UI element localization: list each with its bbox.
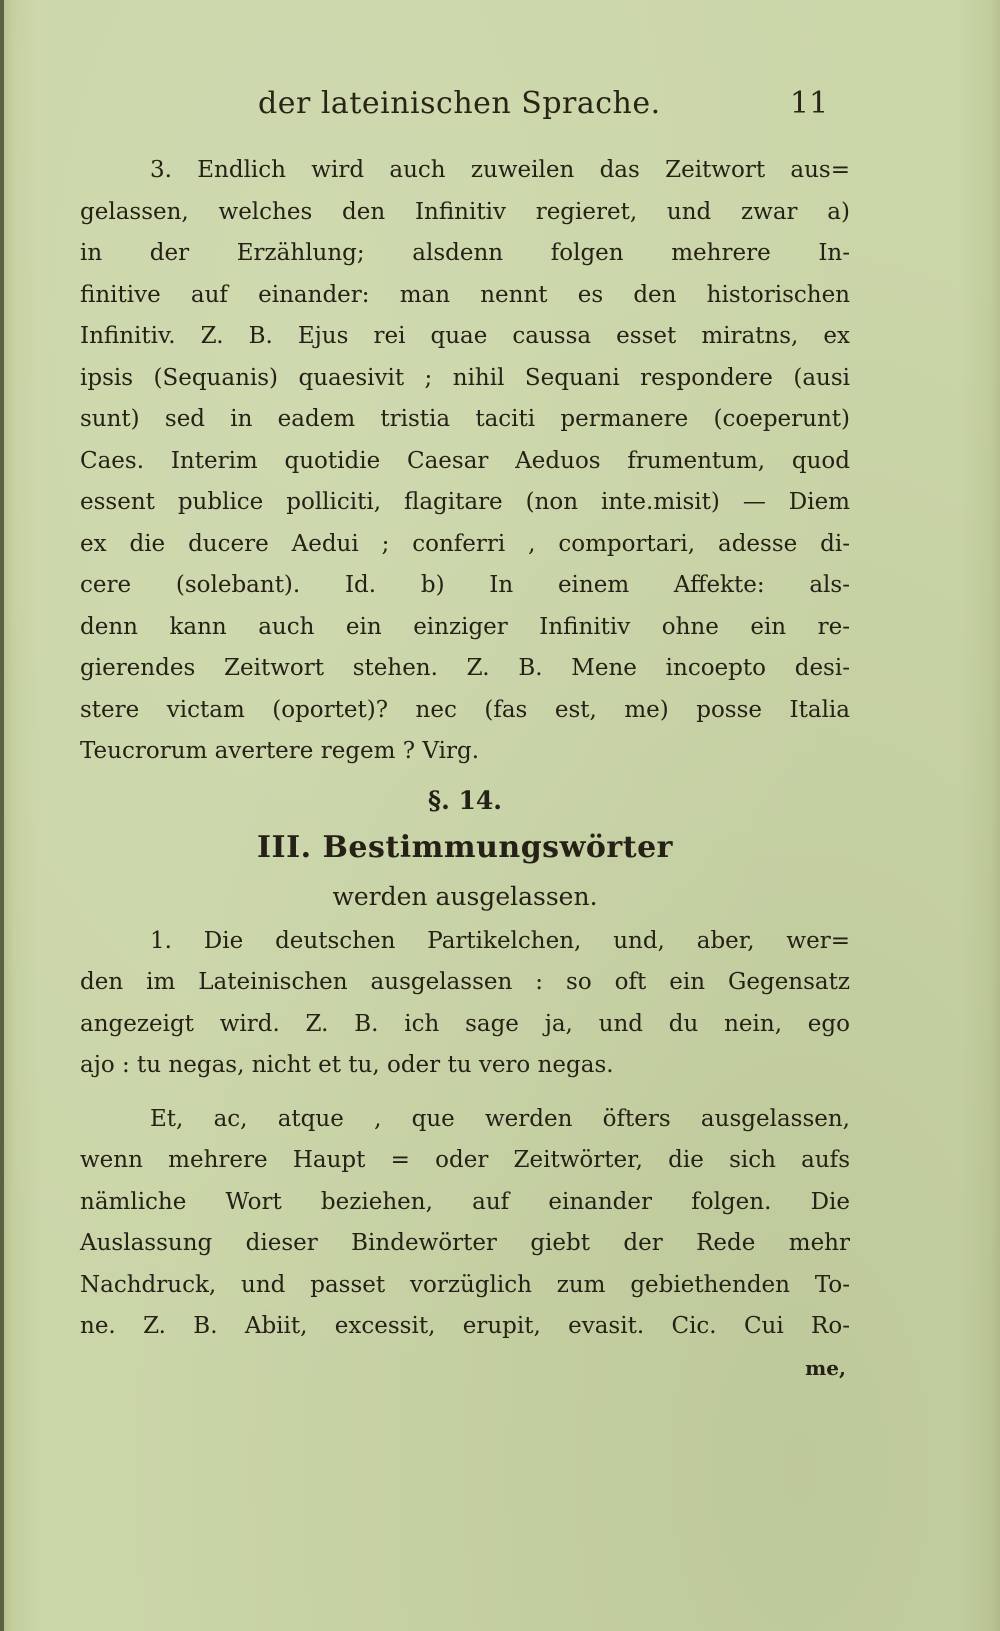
text-line: wenn mehrere Haupt = oder Zeitwörter, die sich aufs [80,1147,850,1173]
text-line: Auslassung dieser Bindewörter giebt der Rede mehr [80,1230,850,1256]
text-line: nämliche Wort beziehen, auf einander folgen. Die [80,1188,850,1215]
paragraph-et [80,1099,850,1348]
catchword: me, [805,1355,846,1380]
text-line: ajo : tu negas, nicht et tu, oder tu vero negas. [80,1052,614,1078]
text-line: Nachdruck, und passet vorzüglich zum gebiethenden To- [80,1271,850,1298]
page-body [80,150,850,1389]
paragraph-3 [80,150,850,773]
page-header [0,86,1000,130]
text-line: 3. Endlich wird auch zuweilen das Zeitwort aus= [150,157,850,183]
catchword-line [80,1348,850,1390]
section-subheading: werden ausgelassen. [332,881,598,911]
text-line: Infinitiv. Z. B. Ejus rei quae caussa esset miratns, ex [80,323,850,349]
text-line: gelassen, welches den Infinitiv regieret, und zwar a) [80,198,850,225]
text-line: gierendes Zeitwort stehen. Z. B. Mene incoepto desi- [80,655,850,681]
section-heading: III. Bestimmungswörter [257,829,673,865]
text-line: essent publice polliciti, flagitare (non inte.misit) — Diem [80,489,850,515]
page-number: 11 [790,86,829,121]
paragraph-1 [80,921,850,1087]
running-head: der lateinischen Sprache. [258,86,661,121]
text-line: Caes. Interim quotidie Caesar Aeduos frumentum, quod [80,447,850,474]
text-line: 1. Die deutschen Partikelchen, und, aber, wer= [150,927,850,954]
paragraph-gap [80,1087,850,1099]
text-line: Teucrorum avertere regem ? Virg. [80,738,480,764]
text-line: den im Lateinischen ausgelassen : so oft ein Gegensatz [80,969,850,995]
text-line: cere (solebant). Id. b) In einem Affekte: als- [80,572,850,598]
text-line: ex die ducere Aedui ; conferri , comportari, adesse di- [80,530,850,557]
text-line: stere victam (oportet)? nec (fas est, me) posse Italia [80,696,850,723]
text-line: in der Erzählung; alsdenn folgen mehrere In- [80,240,850,266]
text-line: denn kann auch ein einziger Infinitiv ohne ein re- [80,613,850,640]
text-line: finitive auf einander: man nennt es den historischen [80,281,850,308]
text-line: ipsis (Sequanis) quaesivit ; nihil Sequani respondere (ausi [80,364,850,391]
text-line: angezeigt wird. Z. B. ich sage ja, und du nein, ego [80,1010,850,1037]
page-edge-shadow [0,0,4,1631]
section-number: §. 14. [428,785,502,815]
text-line: ne. Z. B. Abiit, excessit, erupit, evasit. Cic. Cui Ro- [80,1313,850,1339]
text-line: Et, ac, atque , que werden öfters ausgelassen, [150,1105,850,1132]
text-line: sunt) sed in eadem tristia taciti permanere (coeperunt) [80,406,850,432]
